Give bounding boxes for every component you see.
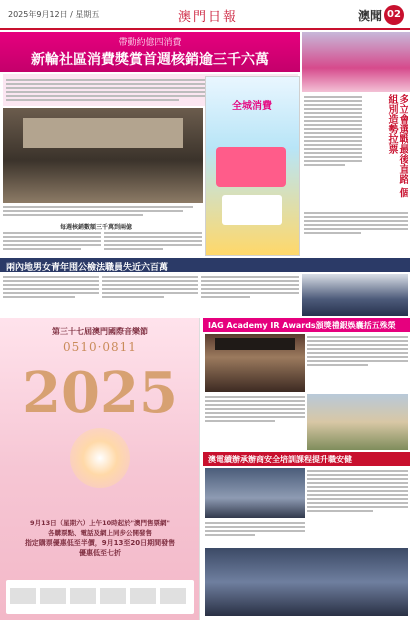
sponsor-logo-5 [130, 588, 156, 604]
sponsor-logo-4 [100, 588, 126, 604]
story4-body-2 [205, 520, 305, 546]
poster-coupon [222, 195, 282, 225]
side-story-title[interactable]: 多立會選戰最後直路 個組別造勢拉票 [386, 94, 408, 198]
resort-photo[interactable] [307, 394, 408, 450]
story1-title: 新輪社區消費獎賞首週核銷逾三千六萬 [31, 52, 269, 68]
page-header [0, 0, 410, 30]
story3-body-2 [205, 394, 305, 450]
ad-line-3: 指定購票優惠低至半價，9月13至20日期間發售 [24, 539, 176, 547]
side-story-photo[interactable] [302, 32, 410, 92]
sponsor-logo-1 [10, 588, 36, 604]
story1-kicker: 帶動約億四消費 [118, 38, 182, 48]
training-photo[interactable] [205, 548, 408, 616]
sponsor-logo-6 [160, 588, 186, 604]
sponsor-logo-3 [70, 588, 96, 604]
story1-body-col-1 [3, 230, 101, 256]
sponsor-logos [6, 580, 194, 614]
story3-photo[interactable] [205, 334, 305, 392]
stage-screen [23, 118, 183, 148]
page-number-badge: 02 [384, 5, 404, 25]
story4-photo[interactable] [205, 468, 305, 518]
poster-title: 全城消費 [232, 101, 272, 112]
story2-body-col-3 [201, 274, 299, 316]
masthead: 澳門日報 [178, 10, 239, 25]
story2-body-col-1 [3, 274, 99, 316]
ad-dates: 0510·0811 [63, 340, 137, 354]
sponsor-logo-2 [40, 588, 66, 604]
story2-photo[interactable] [302, 274, 408, 316]
story2-headline[interactable]: 兩內地男女青年囤公檢法職員失近六百萬 [0, 258, 410, 272]
ad-year: 2025 [22, 360, 178, 426]
issue-date: 2025年9月12日 / 星期五 [8, 10, 100, 19]
ad-line-4: 優惠低至七折 [79, 549, 121, 557]
ad-line-1: 9月13日（星期六）上午10時起於"澳門售票網" [30, 519, 170, 527]
story2-body-col-2 [102, 274, 198, 316]
story1-photo[interactable] [3, 108, 203, 203]
music-festival-ad[interactable] [0, 318, 200, 620]
ad-festival-name: 第三十七屆澳門國際音樂節 [52, 327, 148, 336]
story4-headline[interactable]: 澳電續辦承辦商安全培訓課程提升職安健 [203, 452, 410, 466]
section-name: 澳聞 [357, 9, 382, 23]
story1-subhead: 每週核銷數額三千萬到兩億 [60, 224, 133, 231]
event-banner [215, 338, 295, 350]
story1-body-col-2 [104, 230, 202, 256]
side-story-body-2 [304, 210, 408, 256]
ad-ticket-info [6, 518, 194, 558]
ad-line-2: 各購票點、電話及網上同步公開發售 [48, 529, 152, 537]
story1-caption [3, 204, 203, 222]
consumption-poster[interactable] [205, 76, 300, 256]
story3-body [307, 334, 408, 392]
story4-body [307, 468, 408, 546]
poster-card [216, 147, 286, 187]
story1-headline[interactable] [0, 32, 300, 72]
firework-graphic [70, 428, 130, 488]
story3-headline[interactable]: IAG Academy IR Awards頒獎禮銀娛囊括五殊榮 [203, 318, 410, 332]
